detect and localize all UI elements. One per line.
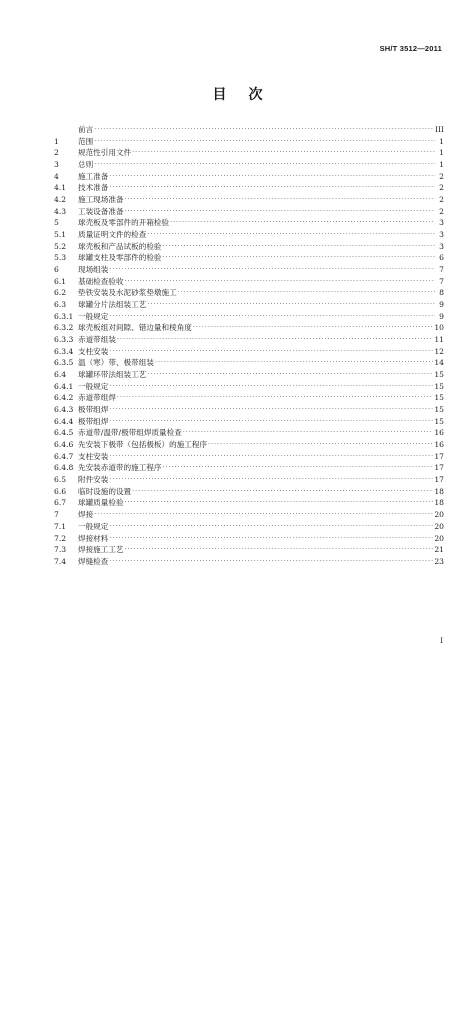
toc-entry-page: 18 [434, 498, 444, 508]
toc-dot-leader [125, 206, 435, 218]
toc-dot-leader [147, 229, 435, 241]
toc-entry-number: 6.5 [54, 475, 67, 485]
toc-entry-page: 7 [439, 265, 444, 275]
toc-dot-leader [193, 322, 433, 334]
toc-entry-number: 5 [54, 218, 59, 228]
toc-dot-leader [132, 486, 433, 498]
toc-entry-number: 1 [54, 136, 59, 146]
toc-entry-title: 临时设施的设置 [78, 486, 132, 496]
toc-entry-page: 9 [439, 300, 444, 310]
toc-entry-number: 6.3.4 [54, 346, 74, 356]
toc-entry-page: 15 [434, 381, 444, 391]
toc-entry[interactable] [54, 322, 444, 334]
toc-entry-number: 3 [54, 160, 59, 169]
toc-entry-title: 温（寒）带、极带组装 [78, 358, 154, 368]
toc-entry-title: 前言 [78, 124, 94, 134]
toc-entry-page: 3 [439, 218, 444, 228]
toc-entry-title: 垫铁安装及水泥砂浆垫墩施工 [78, 288, 177, 298]
toc-dot-leader [109, 404, 433, 416]
toc-entry-title: 球罐环带法组装工艺 [78, 370, 147, 380]
toc-entry-number: 4.3 [54, 206, 67, 216]
toc-entry[interactable] [54, 217, 444, 229]
toc-dot-leader [109, 533, 433, 545]
toc-entry-number: 6.2 [54, 288, 67, 298]
toc-entry-title: 焊接 [78, 510, 94, 520]
toc-entry[interactable] [54, 147, 444, 159]
toc-entry-number: 6.4.5 [54, 428, 74, 438]
toc-entry[interactable] [54, 416, 444, 428]
toc-entry[interactable] [54, 182, 444, 194]
toc-entry[interactable] [54, 159, 444, 171]
toc-entry-number: 6.3.2 [54, 323, 74, 333]
toc-entry-page: 1 [439, 160, 444, 169]
toc-entry-number: 6.1 [54, 276, 67, 286]
toc-dot-leader [147, 299, 435, 311]
toc-entry-number: 6.4 [54, 370, 67, 380]
toc-entry-number: 4.1 [54, 183, 67, 193]
toc-entry-title: 范围 [78, 136, 94, 146]
toc-entry-page: 10 [434, 323, 444, 333]
toc-entry[interactable] [54, 357, 444, 369]
toc-entry-title: 技术准备 [78, 183, 109, 193]
toc-entry-number: 2 [54, 148, 59, 158]
toc-dot-leader [125, 194, 435, 206]
toc-entry-title: 基础检查验收 [78, 276, 124, 286]
toc-entry-title: 支柱安装 [78, 346, 109, 356]
toc-entry-title: 支柱安装 [78, 451, 109, 461]
toc-entry-page: 9 [439, 311, 444, 321]
toc-dot-leader [109, 264, 435, 276]
toc-entry-title: 施工准备 [78, 171, 109, 181]
toc-entry[interactable] [54, 451, 444, 463]
toc-entry[interactable] [54, 521, 444, 533]
toc-entry-page: 1 [439, 136, 444, 146]
toc-dot-leader [94, 159, 435, 171]
toc-dot-leader [94, 509, 433, 521]
toc-dot-leader [109, 521, 433, 533]
toc-entry[interactable] [54, 462, 444, 474]
toc-dot-leader [125, 276, 435, 288]
toc-entry-number: 4.2 [54, 195, 67, 205]
toc-entry-title: 球壳板组对间隙、错边量和棱角度 [78, 323, 192, 333]
toc-entry[interactable] [54, 381, 444, 393]
toc-entry-title: 先安装下极带（包括极板）的施工程序 [78, 440, 208, 450]
toc-entry-title: 极带组焊 [78, 416, 109, 426]
toc-dot-leader [183, 427, 433, 439]
toc-entry[interactable] [54, 241, 444, 253]
toc-entry[interactable] [54, 287, 444, 299]
page-number: I [440, 637, 443, 645]
toc-entry[interactable] [54, 556, 444, 568]
toc-entry-title: 球壳板和产品试板的检验 [78, 241, 162, 251]
toc-entry-number: 7 [54, 510, 59, 520]
toc-entry-page: 15 [434, 416, 444, 426]
toc-entry-title: 一般规定 [78, 311, 109, 321]
toc-dot-leader [117, 392, 433, 404]
toc-entry-number: 6.4.4 [54, 416, 74, 426]
toc-entry[interactable] [54, 136, 444, 148]
toc-entry-page: 2 [439, 206, 444, 216]
standard-code: SH/T 3512—2011 [379, 44, 442, 53]
toc-entry-page: 1 [439, 148, 444, 158]
toc-entry[interactable] [54, 369, 444, 381]
toc-entry[interactable] [54, 439, 444, 451]
toc-entry-page: 15 [434, 393, 444, 403]
toc-entry[interactable] [54, 533, 444, 545]
toc-entry-title: 一般规定 [78, 521, 109, 531]
toc-entry[interactable] [54, 252, 444, 264]
toc-entry-title: 总则 [78, 160, 94, 169]
toc-entry-number: 5.1 [54, 230, 67, 240]
toc-entry-page: 18 [434, 486, 444, 496]
toc-entry-title: 球罐分片法组装工艺 [78, 300, 147, 310]
toc-entry-page: 2 [439, 171, 444, 181]
toc-entry-page: 15 [434, 405, 444, 415]
toc-entry-title: 焊缝检查 [78, 556, 109, 566]
toc-entry-page: 8 [439, 288, 444, 298]
toc-entry-number: 6.4.7 [54, 451, 74, 461]
toc-entry-number: 6.4.3 [54, 405, 74, 415]
toc-entry-number: 6.4.8 [54, 463, 74, 473]
toc-entry[interactable] [54, 171, 444, 183]
toc-dot-leader [94, 124, 434, 136]
toc-entry-page: 2 [439, 195, 444, 205]
toc-entry[interactable] [54, 404, 444, 416]
toc-entry[interactable] [54, 486, 444, 498]
toc-entry-number: 6.4.2 [54, 393, 74, 403]
toc-dot-leader [109, 474, 433, 486]
toc-entry-title: 焊接施工工艺 [78, 545, 124, 555]
toc-dot-leader [178, 287, 435, 299]
toc-entry-number: 6.3 [54, 300, 67, 310]
toc-entry[interactable] [54, 392, 444, 404]
toc-entry[interactable] [54, 509, 444, 521]
toc-entry-number: 5.2 [54, 241, 67, 251]
toc-entry-number: 7.2 [54, 533, 67, 543]
toc-entry-page: 20 [434, 510, 444, 520]
toc-entry-page: 20 [434, 533, 444, 543]
toc-dot-leader [163, 241, 435, 253]
toc-entry-page: 3 [439, 241, 444, 251]
toc-dot-leader [147, 369, 433, 381]
toc-entry-page: 12 [434, 346, 444, 356]
toc-entry-page: 15 [434, 370, 444, 380]
toc-dot-leader [109, 381, 433, 393]
toc-entry-title: 附件安装 [78, 475, 109, 485]
toc-dot-leader [132, 147, 435, 159]
toc-entry[interactable] [54, 474, 444, 486]
toc-dot-leader [109, 451, 433, 463]
toc-entry[interactable] [54, 299, 444, 311]
toc-entry-title: 球罐支柱及零部件的检验 [78, 253, 162, 263]
toc-entry-title: 工装设备准备 [78, 206, 124, 216]
toc-entry-page: 17 [434, 451, 444, 461]
toc-entry-number: 6 [54, 265, 59, 275]
toc-entry-page: 23 [434, 556, 444, 566]
toc-entry-page: 14 [434, 358, 444, 368]
toc-entry-page: 17 [434, 475, 444, 485]
toc-entry-page: 11 [434, 335, 444, 345]
toc-entry-number: 7.1 [54, 521, 67, 531]
toc-dot-leader [170, 217, 435, 229]
toc-entry-page: 17 [434, 463, 444, 473]
toc-entry-title: 规范性引用文件 [78, 148, 132, 158]
toc-entry-page: 6 [439, 253, 444, 263]
toc-entry[interactable] [54, 498, 444, 510]
toc-dot-leader [109, 171, 435, 183]
toc-entry[interactable] [54, 206, 444, 218]
toc-entry-title: 现场组装 [78, 265, 109, 275]
toc-entry-number: 6.6 [54, 486, 67, 496]
toc-entry[interactable] [54, 229, 444, 241]
toc-dot-leader [109, 346, 433, 358]
toc-entry[interactable] [54, 346, 444, 358]
toc-entry-page: 21 [434, 545, 444, 555]
toc-entry-number: 6.3.3 [54, 335, 74, 345]
toc-entry-title: 赤道带组装 [78, 335, 116, 345]
toc-entry-title: 赤道带/温带/极带组焊质量检查 [78, 428, 182, 438]
toc-entry-title: 质量证明文件的检查 [78, 230, 147, 240]
toc-dot-leader [109, 311, 435, 323]
toc-entry-title: 一般规定 [78, 381, 109, 391]
page-title: 目次 [212, 87, 285, 103]
toc-entry-title: 施工现场准备 [78, 195, 124, 205]
toc-dot-leader [125, 498, 434, 510]
toc-entry[interactable] [54, 264, 444, 276]
toc-dot-leader [155, 357, 433, 369]
toc-dot-leader [117, 334, 433, 346]
toc-entry-number: 5.3 [54, 253, 67, 263]
toc-entry-title: 赤道带组焊 [78, 393, 116, 403]
toc-dot-leader [109, 182, 435, 194]
toc-entry-number: 6.4.6 [54, 440, 74, 450]
toc-dot-leader [94, 136, 435, 148]
toc-entry-title: 焊接材料 [78, 533, 109, 543]
toc-entry-number: 4 [54, 171, 59, 181]
toc-dot-leader [163, 462, 434, 474]
toc-entry-title: 先安装赤道带的施工程序 [78, 463, 162, 473]
toc-entry-number: 6.4.1 [54, 381, 74, 391]
toc-entry[interactable] [54, 124, 444, 136]
toc-entry-page: 16 [434, 428, 444, 438]
toc-entry-page: 3 [439, 230, 444, 240]
toc-dot-leader [208, 439, 433, 451]
toc-entry-number: 6.3.1 [54, 311, 74, 321]
toc-entry-number: 7.4 [54, 556, 67, 566]
toc-entry[interactable] [54, 544, 444, 556]
toc-entry[interactable] [54, 311, 444, 323]
toc-entry[interactable] [54, 276, 444, 288]
toc-entry-page: III [435, 124, 444, 134]
toc-entry-number: 6.3.5 [54, 358, 74, 368]
table-of-contents [54, 124, 444, 568]
toc-entry-title: 球罐质量检验 [78, 498, 124, 508]
toc-dot-leader [109, 416, 433, 428]
toc-entry-page: 20 [434, 521, 444, 531]
toc-entry-title: 极带组焊 [78, 405, 109, 415]
toc-entry-number: 6.7 [54, 498, 67, 508]
toc-entry-page: 7 [439, 276, 444, 286]
toc-entry[interactable] [54, 427, 444, 439]
toc-dot-leader [109, 556, 433, 568]
toc-dot-leader [163, 252, 435, 264]
toc-dot-leader [125, 544, 434, 556]
toc-entry-title: 球壳板及零部件的开箱检验 [78, 218, 170, 228]
toc-entry-number: 7.3 [54, 545, 67, 555]
toc-entry[interactable] [54, 194, 444, 206]
toc-entry-page: 2 [439, 183, 444, 193]
toc-entry[interactable] [54, 334, 444, 346]
toc-entry-page: 16 [434, 440, 444, 450]
